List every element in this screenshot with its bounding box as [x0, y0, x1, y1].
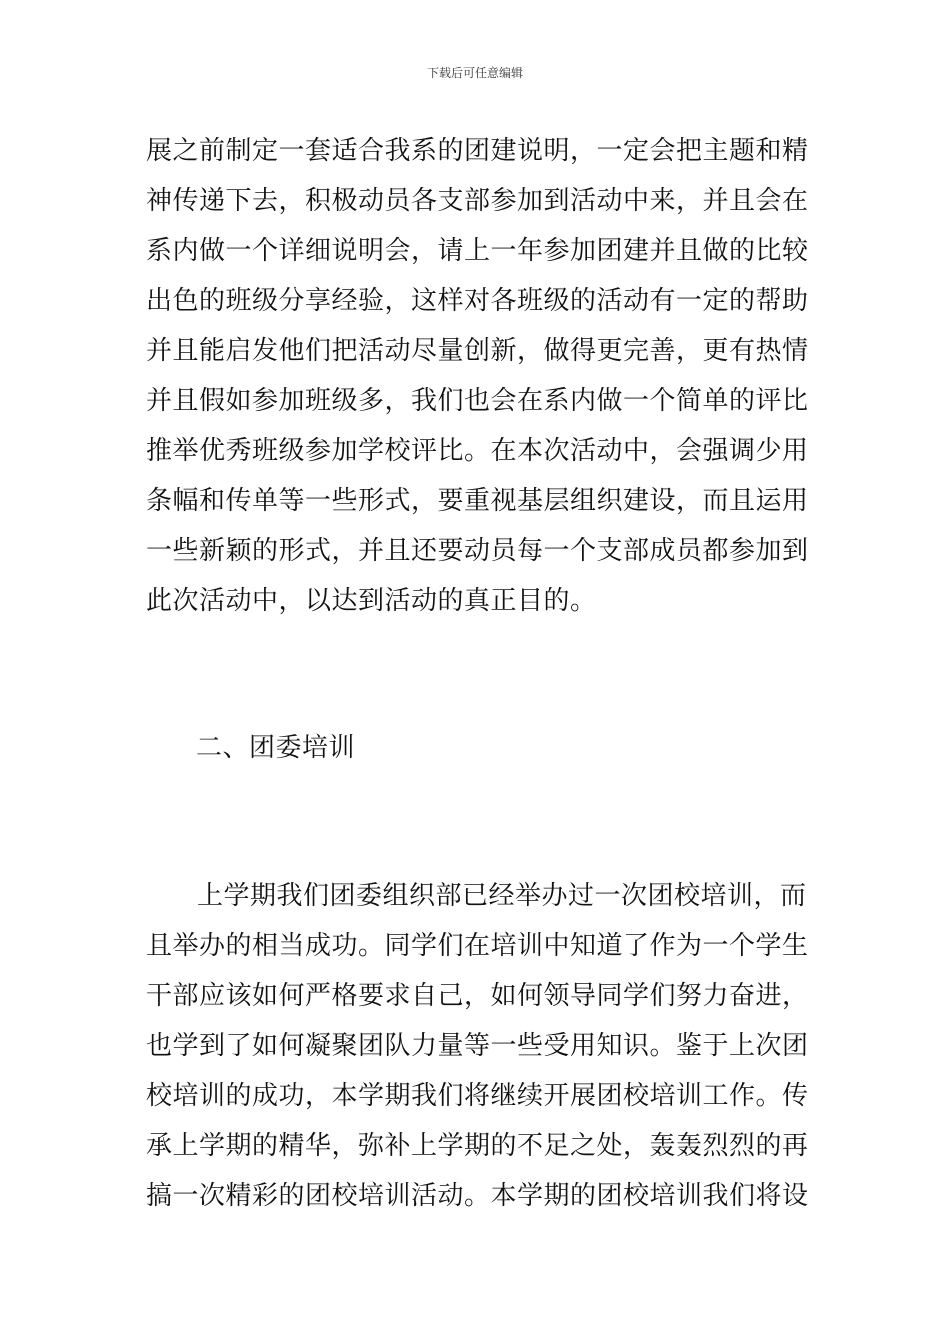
- paragraph-line: 承上学期的精华，弥补上学期的不足之处，轰轰烈烈的再: [146, 1131, 809, 1161]
- paragraph-line: 上学期我们团委组织部已经举办过一次团校培训，而: [197, 881, 807, 911]
- paragraph-line: 推举优秀班级参加学校评比。在本次活动中，会强调少用: [146, 436, 809, 466]
- page-header-note: 下载后可任意编辑: [426, 66, 523, 80]
- paragraph-line: 神传递下去，积极动员各支部参加到活动中来，并且会在: [146, 186, 809, 216]
- paragraph-line: 校培训的成功，本学期我们将继续开展团校培训工作。传: [146, 1081, 809, 1111]
- paragraph-line: 条幅和传单等一些形式，要重视基层组织建设，而且运用: [146, 486, 809, 516]
- paragraph-line: 且举办的相当成功。同学们在培训中知道了作为一个学生: [146, 931, 809, 961]
- paragraph-line: 出色的班级分享经验，这样对各班级的活动有一定的帮助: [146, 286, 809, 316]
- paragraph-line: 一些新颖的形式，并且还要动员每一个支部成员都参加到: [146, 536, 809, 566]
- paragraph-line: 搞一次精彩的团校培训活动。本学期的团校培训我们将设: [146, 1181, 809, 1211]
- paragraph-line: 展之前制定一套适合我系的团建说明，一定会把主题和精: [146, 136, 809, 166]
- paragraph-line: 干部应该如何严格要求自己，如何领导同学们努力奋进，: [146, 981, 809, 1011]
- paragraph-line: 此次活动中，以达到活动的真正目的。: [146, 586, 597, 616]
- section-heading: 二、团委培训: [196, 733, 356, 763]
- paragraph-line: 并且假如参加班级多，我们也会在系内做一个简单的评比: [146, 386, 809, 416]
- paragraph-line: 系内做一个详细说明会，请上一年参加团建并且做的比较: [146, 236, 809, 266]
- paragraph-line: 也学到了如何凝聚团队力量等一些受用知识。鉴于上次团: [146, 1031, 809, 1061]
- paragraph-line: 并且能启发他们把活动尽量创新，做得更完善，更有热情: [146, 336, 809, 366]
